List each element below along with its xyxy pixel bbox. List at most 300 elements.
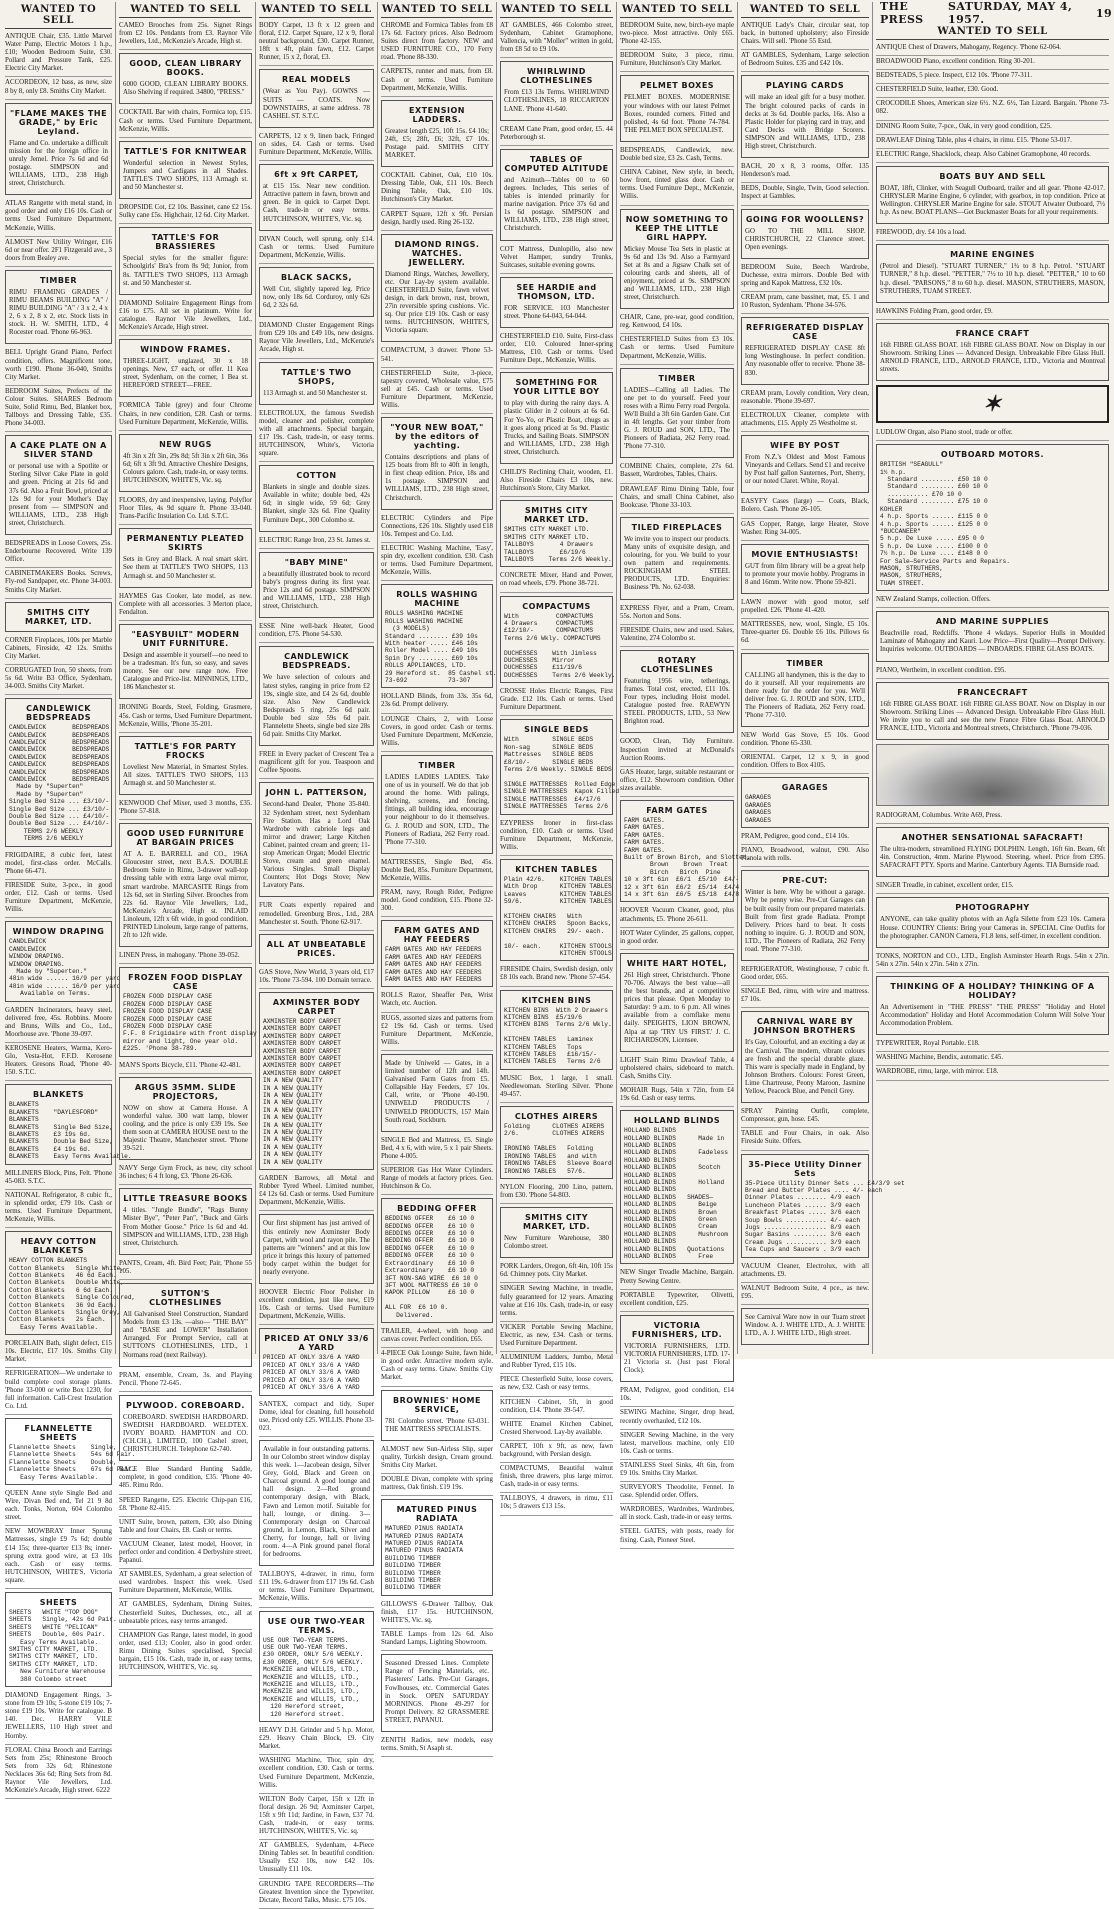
display-ad-heading: COMPACTUMS bbox=[522, 601, 591, 611]
display-ad-list: SHEETS WHITE "TOP DOG" SHEETS Single, 42s 6d Pair. SHEETS WHITE "PELICAN" SHEETS Double, 60s Pair. Easy Terms Available. SMITHS CITY MARKET, LTD. SMITHS CITY MARKET, LTD. SMITHS CITY MARKET, LTD. New Furniture Warehouse 380 Colombo street bbox=[9, 1609, 117, 1683]
display-ad-body: RIMU FRAMING GRADES / RIMU BEAMS BUILDING "A" / RIMU BUILDING "A" / 3 x 2, 4 x 2, 6 x 2, 8 x 2, etc. Stock lists in stock. H. W. SMITH, LTD., 4 Rocester road. 'Phone 66-963. bbox=[9, 288, 108, 337]
display-ad bbox=[119, 1395, 252, 1461]
classified-ad: BROADWOOD Piano, excellent condition. Ring 30-201. bbox=[876, 56, 1109, 70]
classified-ad: SINGER Sewing Machine, in treadle, fully guaranteed for 12 years. Amazing value at £16 10s. Cash, trade-in, or easy terms. bbox=[500, 1283, 613, 1321]
classified-ad: CROSSE Holes Electric Ranges, First Grade. £12 10s. Cash or terms. Used Furniture Department. bbox=[500, 686, 613, 716]
display-ad-heading: JOHN L. PATTERSON, bbox=[265, 788, 368, 798]
classified-ad: BEDROOM Suites, Prefects of the Colour Suites. SHARES Bedroom Suite, Solid Rimu, Bed, Blanket box, Tallboys and Dressing Table, £35. Phone 34-003. bbox=[5, 386, 112, 432]
classified-ad: DIAMOND Solitaire Engagement Rings from £16 to £75. All set in platinum. Write for catalogue. Raynor Vile Jewellers, Ltd., McKenzie's Arcade, High street. bbox=[119, 298, 252, 336]
display-ad-heading: BEDDING OFFER bbox=[397, 1204, 477, 1214]
classified-ad: DRAWLEAF Rimu Dining Table, four Chairs, and small China Cabinet, also Bookcase. 'Phone 33-103. bbox=[620, 484, 734, 514]
display-ad bbox=[119, 1283, 252, 1367]
display-ad bbox=[741, 870, 869, 961]
classified-ad: REFRIGERATOR, Westinghouse, 7 cubic ft. Good order, £65. bbox=[741, 964, 869, 986]
display-ad bbox=[381, 1054, 493, 1132]
display-ad-body: FOR SERVICE. 103 Manchester street. 'Phone 64-043, 64-044. bbox=[504, 304, 609, 320]
classified-ad: MILLINERS Block, Pins, Felt. 'Phone 45-083. S.T.C. bbox=[5, 1168, 112, 1190]
display-ad bbox=[876, 244, 1109, 302]
display-ad-heading: DIAMOND RINGS. WATCHES. JEWELLERY. bbox=[394, 239, 480, 267]
masthead-date: SATURDAY, MAY 4, 1957. bbox=[948, 0, 1073, 26]
classified-ad: IRONING Boards, Steel, Folding, Grasmere, 45s. Cash or terms, Used Furniture Department, McKenzie, Willis, 'Phone 35-201. bbox=[119, 702, 252, 732]
display-ad-body: ANYONE, can take quality photos with an Agfa Silette from £23 10s. Camera House. COUNTRY Clients: Bring your Cameras in. SPECIAL Cine Outfits for the photographer. CANON Camera, F1.8 lens, self-timer, in excellent condition. bbox=[880, 916, 1105, 940]
display-ad-heading: KITCHEN TABLES bbox=[515, 864, 598, 874]
display-ad-body: We have selection of colours and latest styles, ranging in price from £2 19s, single size, and £4 2s 6d, double size. Also New Candlewick Bedspreads 5 ring, 25s 6d pair. Double bed size 59s 6d pair. Flannelette Sheets, single bed size 28s 6d pair. Smiths City Market. bbox=[263, 674, 370, 739]
classified-ad: BEDSPREADS, Candlewick, new. Double bed size, £3 2s. Cash, Terms. bbox=[620, 145, 734, 167]
column-heading: WANTED TO SELL bbox=[620, 2, 734, 18]
display-ad bbox=[620, 517, 734, 600]
display-ad bbox=[381, 417, 493, 510]
classified-ad: SINGER Treadle, in cabinet, excellent order, £15. bbox=[876, 880, 1109, 894]
display-ad-heading: SMITHS CITY MARKET, LTD. bbox=[24, 607, 93, 626]
classified-ad: MOHAIR Rugs, 54in x 72in, from £4 19s 6d. Cash or easy terms. bbox=[620, 1085, 734, 1107]
column-2 bbox=[116, 2, 257, 1672]
display-ad bbox=[500, 1207, 613, 1258]
classified-ad: DRAWLEAF Dining Table, plus 4 chairs, in rimu. £15. 'Phone 53-017. bbox=[876, 135, 1109, 149]
display-ad-heading: WINDOW FRAMES. bbox=[140, 345, 231, 355]
display-ad-heading: HEAVY COTTON BLANKETS bbox=[20, 1237, 97, 1256]
classified-ad: FREE in Every packet of Crescent Tea a magnificent gift for you. Teaspoon and Coffee Spoons. bbox=[259, 749, 374, 779]
display-ad bbox=[259, 69, 374, 127]
display-ad-body: Greatest length £25, 10ft 15s. £4 10s; 24ft, £5; 28ft, £6; 32ft, £7 10s. Postage paid. SMITHS CITY MARKET. bbox=[385, 127, 489, 160]
display-ad-list: Folding CLOTHES AIRERS 2/6. CLOTHES AIRERS IRONING TABLES Folding IRONING TABLES and with IRONING TABLES Sleeve Board IRONING TABLES 57/6. bbox=[504, 1123, 612, 1175]
classified-ad: ELECTROLUX Cleaner, complete with attachments, £15. Apply 25 Westholme st. bbox=[741, 410, 869, 432]
display-ad-heading: "YOUR NEW BOAT," by the editors of yachting. bbox=[390, 423, 484, 451]
display-ad-heading: SHEETS bbox=[39, 1598, 78, 1607]
display-ad-heading: FARM GATES bbox=[646, 806, 708, 815]
display-ad-body: to play with during the rainy days. A plastic Glider in 2 colours at 6s 6d. For Yo-Yo, or Plastic Boat, chugs as it goes along priced at 5s 9d. Plastic Trucks, and Sailing Boats. SIMPSON and WILLIAMS, LTD., 238 High street, Christchurch. bbox=[504, 400, 609, 456]
display-ad bbox=[259, 164, 374, 230]
display-ad-body: Seasoned Dressed Lines. Complete Range of Fencing Materials, etc. Plasterers' Laths. Pre-Cut Garages, Fowlhouses, etc. Commercial Gates in Stock. OPEN SATURDAY MORNINGS. Phone 49-297 for Prompt Delivery. 82 GRASSMERE STREET, PAPANUI. bbox=[385, 1660, 489, 1724]
display-ad bbox=[381, 755, 493, 854]
display-ad bbox=[259, 465, 374, 531]
classified-ad: BEDROOM Suite, 3 piece, rimu. Furniture, Hutchinson's City Market. bbox=[620, 50, 734, 72]
display-ad-heading: PELMET BOXES bbox=[639, 81, 715, 91]
display-ad bbox=[259, 782, 374, 897]
display-ad-heading: OUTBOARD MOTORS. bbox=[940, 450, 1045, 460]
classified-ad: FORMICA Table (grey) and four Chrome Chairs, in new condition, £28. Cash or terms. Used Furniture Department, McKenzie, Willis. bbox=[119, 400, 252, 430]
classified-ad: BEDSTEADS, 5 piece. Inspect, £12 10s. 'Phone 77-311. bbox=[876, 70, 1109, 84]
classified-ad: PRAM, Pedigree, good cond., £14 10s. bbox=[741, 831, 869, 845]
classified-ad: VICKER Portable Sewing Machine, Electric, as new, £34. Cash or terms. Used Furniture Department. bbox=[500, 1322, 613, 1352]
classified-ad: CHAMPION Gas Range, latest model, in good order, used £13; Cooler, also in good order. Rimu Dining Suites specialised, Special bargain, £15 10s. Cash, trade in, or easy terms, HUTCHINSON, WHITE'S, Vic. sq. bbox=[119, 1630, 252, 1676]
masthead-page-number: 19 bbox=[1095, 6, 1112, 20]
display-ad-list: BRITISH "SEAGULL" 1½ h.p. Standard ......... £50 10 0 Standard ......... £60 10 0 ........... £70 10 0 Standard ......... £75 10 0 KOHLER 4 h.p. Sports ...... £115 0 0 4 h.p. Sports ...... £125 0 0 "BUCCANEER" 5 h.p. De Luxe ..... £95 0 0 5 h.p. De Luxe ..... £100 0 0 7½ h.p. De Luxe .... £148 0 0 For Sale—Service Parts and Repairs. MASON, STRUTHERS, MASON, STRUTHERS, TUAM STREET. bbox=[880, 461, 1010, 587]
display-ad-heading: PRE-CUT: bbox=[782, 876, 828, 886]
classified-ad: CHAIR, Cane, pre-war, good condition, reg. Kenwood, £4 10s. bbox=[620, 312, 734, 334]
classified-ad: CONCRETE Mixer, Hand and Power, on road wheels, £79. Phone 38-721. bbox=[500, 570, 613, 592]
classified-ad: ZENITH Radios, new models, easy terms. Smith, St Asaph st. bbox=[381, 1735, 493, 1757]
display-ad-heading: GOING FOR WOOLLENS? bbox=[745, 214, 865, 224]
display-ad bbox=[5, 1592, 117, 1687]
display-ad bbox=[259, 646, 374, 746]
display-ad bbox=[259, 362, 374, 405]
classified-ad: EZYPRESS Ironer in first-class condition, £10. Cash or terms. Used Furniture Department, McKenzie, Willis. bbox=[500, 818, 613, 856]
display-ad-heading: THINKING OF A HOLIDAY? THINKING OF A HOLIDAY? bbox=[890, 981, 1095, 1000]
display-ad-heading: A CAKE PLATE ON A SILVER STAND bbox=[10, 441, 107, 460]
display-ad bbox=[119, 967, 257, 1056]
classified-ad: ELECTROLUX, the famous Swedish model, cleaner and polisher, complete with all attachments. Special bargain, £17 19s. Cash, trade-in, or easy terms. HUTCHINSON, White's, Victoria square. bbox=[259, 408, 374, 463]
classified-ad: SPEED Rangette, £25. Electric Chip-pan £16, £8. 'Phone 82-415. bbox=[119, 1495, 252, 1517]
display-ad bbox=[119, 1077, 252, 1161]
display-ad-heading: WHITE HART HOTEL, bbox=[626, 958, 728, 968]
classified-ad: CARPET, 10ft x 9ft, as new, fawn background, with Persian design. bbox=[500, 1441, 613, 1463]
display-ad bbox=[620, 368, 734, 459]
display-ad-heading: FRANCE CRAFT bbox=[955, 328, 1030, 338]
classified-ad: UNIT Suite, brown, pattern, £30; also Dining Table and four Chairs, £8. Cash or terms. bbox=[119, 1517, 252, 1539]
classified-ad: WHITE Enamel Kitchen Cabinet, Crested Sherwood. Lay-by available. bbox=[500, 1419, 613, 1441]
display-ad-heading: ARGUS 35MM. SLIDE PROJECTORS, bbox=[134, 1082, 237, 1101]
display-ad bbox=[741, 75, 869, 158]
display-ad-body: Diamond Rings, Watches, Jewellery, etc. Our Lay-by system available. CHESTERFIELD Suite, fawn velvet design, in dark brown, rust, brown, 27in reversible spring cushions. Vic. sq. Our price £19 10s. Cash or easy terms. HUTCHINSON, WHITE'S, Victoria square. bbox=[385, 270, 489, 335]
display-ad-list: ROLLS WASHING MACHINE ROLLS WASHING MACHINE (3 MODELS) Standard ........ £39 10s With heater ..... £46 10s Roller Model .... £49 10s Spin Dry ........ £69 10s ROLLS APPLIANCES, LTD. 29 Hereford st. 85 Cashel st. 73-692 73-307 bbox=[385, 610, 497, 684]
display-ad bbox=[381, 920, 493, 987]
display-ad-body: 781 Colombo street. 'Phone 63-031. THE MATTRESS SPECIALISTS. bbox=[385, 1417, 489, 1433]
display-ad bbox=[381, 1198, 493, 1323]
display-ad-list: BLANKETS BLANKETS "DAYLESFORD" BLANKETS BLANKETS Single Bed Size, BLANKETS £3 19s 6d. BLANKETS Double Bed Size, BLANKETS £4 19s 6d. BLANKETS Easy Terms Available. bbox=[9, 1101, 132, 1161]
display-ad-heading: TATTLE'S FOR BRASSIERES bbox=[151, 233, 220, 252]
display-ad bbox=[876, 682, 1109, 740]
display-ad-heading: BOATS BUY AND SELL bbox=[939, 171, 1046, 181]
classified-ad: CABINETMAKERS Books. Screws, Fly-rod Sandpaper, etc. Phone 34-003. Smiths City Market. bbox=[5, 568, 112, 598]
display-ad bbox=[259, 992, 374, 1170]
display-ad-heading: MATURED PINUS RADIATA bbox=[396, 1505, 478, 1524]
display-ad bbox=[741, 1011, 869, 1103]
classified-ad: FLOORS, dry and inexpensive, laying. Polyflor Floor Tiles, 4s 9d square ft. Phone 33-040. Trans-Pacific Insulation Co. Ltd. S.T.C. bbox=[119, 495, 252, 525]
display-ad bbox=[500, 596, 616, 684]
display-ad-heading: PLAYING CARDS bbox=[765, 81, 845, 91]
display-ad-body: a beautifully illustrated book to record baby's progress during its first year. Price 12s and 6d postage. SIMPSON and WILLIAMS, LTD., 238 High street, Christchurch. bbox=[263, 570, 370, 611]
display-ad-list: FROZEN FOOD DISPLAY CASE FROZEN FOOD DISPLAY CASE FROZEN FOOD DISPLAY CASE FROZEN FOOD DISPLAY CASE FROZEN FOOD DISPLAY CASE F.F. 8 Frigidaire with front display mirror and light, One year old. £225. 'Phone 38-789. bbox=[123, 993, 257, 1053]
classified-ad: AT GAMBLES, 466 Colombo street, Sydenham, Cabinet Gramophone, Vallencia, with "Moller" written in gold, from £8 5d to £9 10s. bbox=[500, 20, 613, 58]
display-ad bbox=[119, 53, 252, 104]
display-ad-heading: CLOTHES AIRERS bbox=[514, 1112, 599, 1122]
display-ad-body: AT A. E. BARRELL and CO., 196A Gloucester street, next B.A.S. DOUBLE Bedroom Suite in Rimu, 3-drawer wall-top dressing table with extra large oval mirror, smart wardrobe. MARCASITE Rings from 12s 6d, set in Sterling Silver. Brooches from 22s 6d. Raynor Vile Jewellers, Ltd., McKenzie's Arcade, High st. INLAID Linoleum, 12ft x 6ft wide, in good condition. PRINTED Linoleum, large range of patterns, 2ft to 12ft wide. bbox=[123, 851, 248, 940]
classified-ad: CHROME and Formica Tables from £8 17s 6d. Factory prices. Also Bedroom Suites direct from factory. NEW and USED FURNITURE CO., 170 Ferry road. 'Phone 88-330. bbox=[381, 20, 493, 66]
display-ad-body: 4ft 3in x 2ft 3in, 29s 8d; 5ft 3in x 2ft 6in, 36s 6d; 6ft x 3ft 9d. Attractive Cheshire Designs, Colours galore. Cash, trade-in, or easy terms. HUTCHINSON, WHITE'S, Vic. sq. bbox=[123, 452, 248, 484]
display-ad-body: Our first shipment has just arrived of this entirely new Axminster Body Carpet, with wool and rayon pile. The patterns are "winners" and at this low price it brings this luxury of patterned body carpet within the budget for nearly everyone. bbox=[263, 1220, 370, 1276]
display-ad-heading: PRICED AT ONLY 33/6 A YARD bbox=[264, 1334, 369, 1353]
display-ad bbox=[5, 1084, 132, 1164]
display-ad bbox=[381, 1390, 493, 1441]
display-ad bbox=[876, 976, 1109, 1035]
display-ad-heading: BLANKETS bbox=[33, 1090, 84, 1100]
classified-ad: LINEN Press, in mahogany. 'Phone 39-052. bbox=[119, 950, 252, 964]
display-ad-body: LADIES—Calling all Ladies. The one pet to do yourself. Feed your roses with a Rimu Ferry road Pergola. We'll Build a 3ft 6in Garden Gate. Cut in 4ft lengths. Get your timber from G. J. ROUD and SON, LTD., The Pioneers of Radiata, 262 Ferry road. 'Phone 77-310. bbox=[624, 386, 730, 451]
classified-ad: TALLBOYS, 4 drawers, in rimu, £11 10s; 5 drawers £13 15s. bbox=[500, 1493, 613, 1515]
classified-ad: CORNER Fireplaces, 100s per Marble Cabinets, Fireside, 42 12s. Smiths City Market. bbox=[5, 635, 112, 665]
classified-ad: TABLE Lamps from 12s 6d. Also Standard Lamps, Lighting Showroom. bbox=[381, 1629, 493, 1651]
display-ad bbox=[5, 1418, 136, 1485]
masthead-paper: THE PRESS bbox=[880, 0, 924, 26]
display-ad bbox=[500, 990, 613, 1070]
display-ad bbox=[620, 1110, 734, 1264]
display-ad-heading: TIMBER bbox=[786, 658, 824, 668]
display-ad bbox=[500, 61, 613, 120]
display-ad-body: Flame and Co. undertake a difficult mission for the foreign office in unruly Jemel. Price 7s 6d and 6d postage. SIMPSON and WILLIAMS, LTD., 238 High street, Christchurch. bbox=[9, 139, 108, 188]
display-ad-body: 113 Armagh st. and 50 Manchester st. bbox=[263, 389, 368, 397]
display-ad bbox=[620, 953, 734, 1052]
boat-photo bbox=[876, 744, 1109, 806]
classified-ad: NEW Zealand Stamps, collection. Offers. bbox=[876, 594, 1109, 608]
display-ad bbox=[741, 209, 869, 259]
display-ad-heading: "BABY MINE" bbox=[284, 557, 349, 567]
display-ad-heading: CARNIVAL WARE BY JOHNSON BROTHERS bbox=[754, 1017, 856, 1036]
display-ad-body: REFRIGERATED DISPLAY CASE 8ft long Westinghouse. In perfect condition. Any reasonable offer to receive. 'Phone 38-830. bbox=[745, 345, 865, 377]
classified-ad: HAWKINS Folding Pram, good order, £9. bbox=[876, 306, 1109, 320]
classified-ad: COT Mattress, Dunlopillo, also new Velvet Hamper, sundry Trunks, Suitcases, suitable evening gowns. bbox=[500, 244, 613, 274]
classified-ad: SURVEYOR'S Theodolite, Fennel. In case. Splendid order. Offers. bbox=[620, 1482, 734, 1504]
classified-ad: RADIOGRAM, Columbus. Write A69, Press. bbox=[876, 810, 1109, 824]
classified-ad: ORIENTAL Carpet, 12 x 9, in good condition. Offers to Box 4105. bbox=[741, 752, 869, 774]
display-ad-body: See Carnival Ware now in our Tuam street Window. A. J. WHITE LTD., A. J. WHITE LTD., A. J. WHITE LTD., High street. bbox=[745, 1313, 865, 1338]
display-ad bbox=[500, 277, 613, 328]
classified-ad: CREAM pram, Lovely condition, Very clean, reasonable. 'Phone 39-697. bbox=[741, 388, 869, 410]
classified-ad: ROLLS Razor, Sheaffer Pen, Wrist Watch, etc. Auction. bbox=[381, 990, 493, 1012]
display-ad-body: Winter is here. Why be without a garage. Why be penny wise. Pre-Cut Garages can be built easily from our prepared materials. Built from first grade Radiata. Prompt Delivery. Prices hard to beat. It costs nothing to inquire. G. J. ROUD and SON, LTD., The Pioneers of Radiata, 262 Ferry road. 'Phone 77-310. bbox=[745, 889, 865, 953]
display-ad-body: It's Gay, Colourful, and an exciting a day at the Carnival. The modern, vibrant colours are fresh and the special durable glaze. This ware is specially made in England, by Johnson Brothers. Colours: Forest Green, Lime Chartreuse, Peony Maroon, Jasmine Yellow, Peacock Blue, and Pencil Grey. bbox=[745, 1039, 865, 1096]
display-ad-heading: BROWNIES' HOME SERVICE, bbox=[393, 1395, 481, 1414]
classified-ad: PORTABLE Typewriter, Olivetti, excellent condition, £25. bbox=[620, 1290, 734, 1312]
classified-ad: HOOVER Electric Floor Polisher in excellent condition, just like new, £19 10s. Cash or terms. Used Furniture Department, McKenzie, Willis. bbox=[259, 1287, 374, 1325]
classified-ad: TYPEWRITER, Royal Portable. £18. bbox=[876, 1038, 1109, 1052]
classified-ad: CHESTERFIELD Suite, leather, £30. Good. bbox=[876, 84, 1109, 98]
display-ad-heading: PHOTOGRAPHY bbox=[955, 903, 1030, 913]
display-ad-heading: SUTTON'S CLOTHESLINES bbox=[149, 1289, 222, 1308]
classified-ad: EASYFY Cases (large) — Coats, Black, Bolero. Cash. 'Phone 26-105. bbox=[741, 496, 869, 518]
classified-ad: CARPETS, 12 x 9, linen back, Fringed on sides, £4. Cash or terms. Used Furniture Department, McKenzie, Willis. bbox=[259, 131, 374, 161]
classified-ad: NEW MOWBRAY Inner Sprung Mattresses, single £9 7s 6d; double £14 15s; three-quarter £13 8s; inner-sprung extra good wire, at £3 10s each. Cash or easy terms. HUTCHINSON, WHITE'S, Victoria square. bbox=[5, 1526, 112, 1589]
display-ad-list: HOLLAND BLINDS HOLLAND BLINDS Made in HOLLAND BLINDS HOLLAND BLINDS Fadeless HOLLAND BLINDS HOLLAND BLINDS Scotch HOLLAND BLINDS HOLLAND BLINDS Holland HOLLAND BLINDS HOLLAND BLINDS SHADES— HOLLAND BLINDS Beige HOLLAND BLINDS Brown HOLLAND BLINDS Green HOLLAND BLINDS Cream HOLLAND BLINDS Mushroom HOLLAND BLINDS HOLLAND BLINDS Quotations HOLLAND BLINDS Free bbox=[624, 1127, 728, 1261]
display-ad bbox=[259, 934, 374, 964]
column-heading: WANTED TO SELL bbox=[119, 2, 252, 18]
classified-ad: TALLBOYS, 4-drawer, in rimu, form £11 19s. 6-drawer from £17 19s 6d. Cash or terms. Used Furniture Department, McKenzie, Willis. bbox=[259, 1569, 374, 1607]
display-ad-list: KITCHEN BINS With 2 Drawers KITCHEN BINS £5/19/6 KITCHEN BINS Terms 2/6 Wkly. KITCHEN TABLES Laminex KITCHEN TABLES Tops KITCHEN TABLES £16/15/- KITCHEN TABLES Terms 2/6 bbox=[504, 1006, 612, 1066]
display-ad-heading: FROZEN FOOD DISPLAY CASE bbox=[128, 973, 243, 992]
classified-ad: NEW World Gas Stove, £5 10s. Good condition. 'Phone 65-330. bbox=[741, 730, 869, 752]
classified-ad: AT SAMBLES, Sydenham, a great selection of used wardrobes. Inspect this week. Used Furniture Department, McKenzie, Willis. bbox=[119, 1569, 252, 1599]
display-ad-list: 35-Piece Utility Dinner Sets ... £4/3/9 set Bread and Butter Plates .... 4/- each Dinner Plates ........ 4/9 each Luncheon Plates ...... 3/9 each Breakfast Plates ..... 3/6 each Soup Bowls ........... 4/- each Jugs ................. 8/9 each Sugar Basins ......... 3/6 each Cream Jugs ........... 3/9 each Tea Cups and Saucers . 3/9 each bbox=[745, 1179, 905, 1254]
display-ad bbox=[381, 1654, 493, 1732]
display-ad bbox=[119, 528, 252, 587]
classified-ad: WILTON Body Carpet, 15ft x 12ft in floral design. 26 9d; Axminster Carpet, 15ft x 9ft 11d; Jardine, in Fawn, £37 7d. Cash, trade-in, or easy terms. HUTCHINSON, WHITE'S, Vic. sq. bbox=[259, 1794, 374, 1840]
display-ad bbox=[620, 209, 734, 310]
display-ad bbox=[5, 435, 112, 535]
display-ad-heading: SINGLE BEDS bbox=[524, 725, 589, 735]
classified-ad: PIANO, Wertheim, in excellent condition. £95. bbox=[876, 665, 1109, 679]
display-ad bbox=[5, 270, 112, 345]
classified-ad: WASHING Machine, Thor, spin dry, excellent condition, £30. Cash or terms. Used Furniture Department, McKenzie, Willis. bbox=[259, 1755, 374, 1793]
display-ad-heading: TILED FIREPLACES bbox=[631, 522, 723, 532]
display-ad-list: CANDLEWICK CANDLEWICK WINDOW DRAPING. WINDOW DRAPING. Made by "Superten." 48in wide ...... 16/9 per yard 48in wide ...... 16/9 per yard Available on Terms. bbox=[9, 938, 121, 998]
display-ad-body: Well Cut, slightly tapered leg. Price now, only 18s 6d. Corduroy, only 62s 6d, 2 32s 6d. bbox=[263, 285, 370, 310]
display-ad bbox=[876, 323, 1109, 381]
display-ad-body: An Advertisement in "THE PRESS" "THE PRESS" "Holiday and Hotel Accommodation" Holiday and Hotel Accommodation Column Will Solve Your Accommodation Problem. bbox=[880, 1003, 1105, 1028]
display-ad-body: Contains descriptions and plans of 125 boats from 8ft to 40ft in length, in first cheap edition. Price, 18s and 1s postage. SIMPSON and WILLIAMS, LTD., 238 High street, Christchurch. bbox=[385, 454, 489, 502]
display-ad bbox=[119, 141, 252, 199]
display-ad-body: All Galvanised Steel Construction, Standard Models from £3 13s. —also— "THE BAY" and "BASE and LOWER" Installation Arranged. For Prompt Service, call at SUTTON'S CLOTHESLINES, LTD., 1 Normans road (next Railway). bbox=[123, 1311, 248, 1359]
classified-ad: SUPERIOR Gas Hot Water Cylinders. Range of models at factory prices. Geo. Hutchinson & Co. bbox=[381, 1165, 493, 1195]
display-ad bbox=[259, 1440, 374, 1566]
classified-ad: AT GAMBLES, Sydenham, 4-Piece Dining Tables set. In beautiful condition. Usually £52 10s, now £42 10s. Unusually £11 10s. bbox=[259, 1840, 374, 1878]
display-ad-list: MATURED PINUS RADIATA MATURED PINUS RADIATA MATURED PINUS RADIATA MATURED PINUS RADIATA BUILDING TIMBER BUILDING TIMBER BUILDING TIMBER BUILDING TIMBER BUILDING TIMBER bbox=[385, 1525, 463, 1592]
classified-ad: ELECTRIC Cylinders and Pipe Connections, £26 10s. Slightly used £18 10s. Tempest and Co. Ltd. bbox=[381, 513, 493, 543]
display-ad bbox=[876, 444, 1109, 591]
classified-ad: DOUBLE Divan, complete with spring mattress, Oak finish. £19 19s. bbox=[381, 1474, 493, 1496]
display-ad-body: COREBOARD. SWEDISH HARDBOARD. SWEDISH HARDBOARD. WELDTEX. IVORY BOARD. HAMPTON and CO. (CH.CH.), LIMITED, 100 Cashel street, CHRISTCHURCH. Telephone 62-740. bbox=[123, 1413, 248, 1454]
classified-ad: FIRESIDE Suite, 3-pce., in good order, £12. Cash or terms. Used Furniture Department, McKenzie, Willis. bbox=[5, 880, 112, 918]
display-ad-heading: TATTLE'S FOR KNITWEAR bbox=[124, 146, 247, 156]
classified-ad: SINGLE Bed and Mattress, £5. Single Bed, 4 x 6, with wire, 5 x 1 pair Sheets. Phone 4-005. bbox=[381, 1135, 493, 1165]
classified-ad: LIGHT Stain Rimu Drawleaf Table, 4 upholstered chairs, sideboard to match. Cash, Smiths City. bbox=[620, 1055, 734, 1085]
display-ad-body: We invite you to inspect our products. Many units of exquisite design, and colouring, for you. We build to your own pattern and requirements. ROCKINGHAM STEEL PRODUCTS, LTD. Enquiries: Business 'Ph. No. 62-038. bbox=[624, 535, 730, 592]
display-ad-heading: MARINE ENGINES bbox=[950, 250, 1035, 260]
display-ad-heading: 6ft x 9ft CARPET, bbox=[274, 170, 359, 180]
display-ad bbox=[741, 435, 869, 493]
display-ad-body: Beachville road, Redcliffs. 'Phone 4 wkdays. Superior Hulls in Moulded Laminate of Mahogany and Kauri. Low Price—First Quality—Prompt Delivery. Inquiries welcome. OUTBOARDS — INBOARDS. FIBRE GLASS BOATS. bbox=[880, 630, 1105, 654]
masthead bbox=[880, 2, 1112, 24]
display-ad-heading: SMITHS CITY MARKET LTD. bbox=[524, 506, 589, 525]
classified-ad: KEROSENE Heaters, Warma, Kero-Glo, Vesta-Hot, F.F.D. Kerosene Heaters. Gresons Road, 'Phone 40-150. S.T.C. bbox=[5, 1043, 112, 1081]
display-ad-heading: ROTARY CLOTHESLINES bbox=[640, 655, 714, 674]
classified-ad: BEDROOM Suite, Beech Wardrobe, Duchesse, extra mirrors. Double Bed with spring and Kapok Mattress, £32 10s. bbox=[741, 262, 869, 292]
brand-logo-graphic: ✶ bbox=[876, 385, 1109, 423]
display-ad bbox=[5, 698, 112, 847]
display-ad-heading: TIMBER bbox=[39, 275, 78, 285]
classified-ad: GAS Stove, New World, 3 years old, £17 10s. 'Phone 73-594. 100 Domain terrace. bbox=[259, 967, 374, 989]
classified-ad: GARDEN Barrows, all Metal and Rubber Tyred Wheel. Limited number, £4 12s 6d. Cash or terms. Used Furniture Department, McKenzie, Willis. bbox=[259, 1173, 374, 1211]
display-ad-body: NOW on show at Camera House. A wonderful value. 300 watt lamp, blower cooling, and the price is only £39 19s. See them soon at CAMERA HOUSE next to the Majestic Theatre, Manchester street. 'Phone 39-521. bbox=[123, 1104, 248, 1153]
display-ad-list: CANDLEWICK BEDSPREADS CANDLEWICK BEDSPREADS CANDLEWICK BEDSPREADS CANDLEWICK BEDSPREADS CANDLEWICK BEDSPREADS CANDLEWICK BEDSPREADS CANDLEWICK BEDSPREADS CANDLEWICK BEDSPREADS Made by "Superten" Made by "Superten" Single Bed Size ... £3/10/- Single Bed Size ... £3/10/- Double Bed Size ... £4/10/- Double Bed Size ... £4/10/- TERMS 2/6 WEEKLY TERMS 2/6 WEEKLY bbox=[9, 724, 110, 843]
classified-ad: CORRUGATED Iron, 50 sheets, from 5s 6d. Write B3 Office, Sydenham, 34-003. Smiths City Market. bbox=[5, 665, 112, 695]
display-ad-body: at £15 15s. Near new condition. Attractive pattern in fawn, brown and green. Be in quick to Carpet Dept. Cash, trade-in or easy terms. HUTCHINSON, WHITE'S, Vic. sq. bbox=[263, 183, 370, 223]
display-ad-body: From £13 13s Terms. WHIRLWIND CLOTHESLINES, 18 RICCARTON LANE. 'Phone 41-640. bbox=[504, 89, 609, 113]
display-ad-body: VICTORIA FURNISHERS, LTD. VICTORIA FURNISHERS, LTD. 17-21 Victoria st. (Just past Floral Clock). bbox=[624, 1342, 730, 1375]
display-ad-body: Design and assemble it yourself—no need to be a tradesman. It's fun, so easy, and saves money. See our new range now. Free Catalogue and Price-list. MINNINGS, LTD., 186 Manchester st. bbox=[123, 651, 248, 692]
display-ad-heading: COTTON bbox=[296, 471, 337, 481]
classified-ad: GAS Copper, Range, large Heater, Stove Washer. Ring 34-005. bbox=[741, 519, 869, 541]
classified-ad: CHESTERFIELD £10. Suite, First-class order, £10. Coloured Inner-spring Mattress, £10. Cash or terms. Used Furniture Dept., McKenzie, Willis. bbox=[500, 331, 613, 369]
display-ad bbox=[119, 823, 252, 947]
display-ad-body: 4 titles. "Jungle Bundle", "Rags Bunny Mister Bye", "Peter Pan", "Buck and Girls From Mother Goose." Price 1s 6d and 4d. SIMPSON and WILLIAMS, LTD., 238 High street, Christchurch. bbox=[123, 1207, 248, 1247]
display-ad bbox=[500, 1106, 613, 1179]
classified-ad: COCKTAIL Bar with chairs, Formica top, £15. Cash or terms. Used Furniture Department, McKenzie, Willis. bbox=[119, 107, 252, 137]
classified-ad: 4-PIECE Oak Lounge Suite, fawn hide, in good order. Attractive modern style. Cash or easy terms. Gnaw. Smiths City Market. bbox=[381, 1348, 493, 1386]
display-ad-body: Featuring 1956 wire, tetherings, frames. Total cost, erected, £11 10s. Four types, including Hoist model. Catalogue posted free. RAEWYN STEEL PRODUCTS, LTD., 53 New Brighton road. bbox=[624, 677, 730, 726]
classified-ad: FLORAL China Brooch and Earrings Sets from 25s; Rhinestone Brooch Sets from 32s 6d; Rhinestone Necklaces 36s 6d; Ring Sets from 8d. Raynor Vile Jewellers, Ltd. McKenzie's Arcade, High street. 6222 bbox=[5, 1745, 112, 1800]
display-ad bbox=[119, 339, 252, 397]
display-ad-heading: NOW SOMETHING TO KEEP THE LITTLE GIRL HAPPY. bbox=[625, 214, 729, 242]
display-ad-heading: FLANNELETTE SHEETS bbox=[24, 1423, 93, 1442]
classified-ad: PIANO, Broadwood, walnut, £90. Also Pianola with rolls. bbox=[741, 845, 869, 867]
column-5 bbox=[497, 2, 620, 1511]
classified-ad: CHINA Cabinet, New style, in beech, bow front, tinted glass door. Cash or terms. Used Furniture Dept., McKenzie, Willis. bbox=[620, 167, 734, 205]
display-ad-heading: FRANCECRAFT bbox=[957, 687, 1028, 697]
classified-ad: WASHING Machine, Bendix, automatic. £45. bbox=[876, 1052, 1109, 1066]
classified-ad: CROCODILE Shoes, American size 6½. N.Z. 6½, Tan Lizard. Bargain. 'Phone 73-082. bbox=[876, 98, 1109, 120]
classified-ad: CREAM Cane Pram, good order, £5. 44 Peterborough st. bbox=[500, 124, 613, 146]
classified-ad: DIAMOND Cluster Engagement Rings from £29 10s and £49 10s, new designs. Raynor Vile Jewellers, Ltd., McKenzie's Arcade, High st. bbox=[259, 320, 374, 358]
classified-ad: ALMOST New Utility Wringer, £16 6d or near offer. 2F1 Fitzgerald ave., 3 doors from Bealey ave. bbox=[5, 237, 112, 267]
display-ad bbox=[119, 227, 252, 294]
classified-ad: REFRIGERATION—We undertake to build complete cool storage plants. 'Phone 33-000 or write Box 1230, for full information. Call-Crest Insulation Co. Ltd. bbox=[5, 1368, 112, 1414]
display-ad-body: GO TO THE MILL SHOP. CHRISTCHURCH, 22 Clarence street. Open evenings. bbox=[745, 227, 865, 251]
display-ad-heading: REFRIGERATED DISPLAY CASE bbox=[746, 323, 864, 342]
classified-ad: NYLON Flooring, 200 Lino, pattern, from £30. 'Phone 54-803. bbox=[500, 1182, 613, 1204]
display-ad-heading: BLACK SACKS, bbox=[280, 272, 353, 282]
classified-ad: NAVY Serge Gym Frock, as new, city school 36 inches; 6 4 ft long, £3. 'Phone 26-636. bbox=[119, 1163, 252, 1185]
display-ad bbox=[119, 624, 252, 699]
display-ad-heading: LITTLE TREASURE BOOKS bbox=[123, 1194, 248, 1204]
classified-ad: GAS Heater, large, suitable restaurant or office, £12. Showroom condition. Other sizes available. bbox=[620, 767, 734, 797]
display-ad-list: USE OUR TWO-YEAR TERMS. USE OUR TWO-YEAR TERMS. £30 ORDER, ONLY 5/6 WEEKLY. £30 ORDER, ONLY 5/6 WEEKLY. McKENZIE and WILLIS, LTD., McKENZIE and WILLIS, LTD., McKENZIE and WILLIS, LTD., McKENZIE and WILLIS, LTD., McKENZIE and WILLIS, LTD., 120 Hereford street, 120 Hereford street. bbox=[263, 1636, 364, 1718]
classified-ad: COMPACTUMS, Beautiful walnut finish, three drawers, plus large mirror. Cash, trade-in or easy terms. bbox=[500, 1463, 613, 1493]
classified-ad: FUR Coats expertly repaired and remodelled. Greenburg Bros., Ltd., 28A Manchester st. South. 'Phone 62-917. bbox=[259, 900, 374, 930]
column-4 bbox=[378, 2, 497, 1753]
classified-ad: FIREWOOD, dry. £4 10s a load. bbox=[876, 227, 1109, 241]
classified-ad: FIRESIDE Chairs, Swedish design, only £8 10s each. Brand new. 'Phone 57-454. bbox=[500, 964, 613, 986]
classified-ad: ELECTRIC Range Iron, 23 St. James st. bbox=[259, 535, 374, 549]
classified-ad: CHESTERFIELD Suite, 3-piece, tapestry covered, Wholesale value, £75 sell at £45. Cash or terms. Used Furniture Department, McKenzie, Willis. bbox=[381, 368, 493, 414]
classified-ad: HOLLAND Blinds, from 33s. 35s 6d, 23s 6d. Prompt delivery. bbox=[381, 691, 493, 713]
display-ad-heading: PERMANENTLY PLEATED SKIRTS bbox=[126, 534, 245, 553]
classified-ad: CHESTERFIELD Suites from £3 10s. Cash or terms. Used Furniture Department, McKenzie, Willis. bbox=[620, 334, 734, 364]
classified-ad: ANTIQUE Chair, £35. Little Marvel Water Pump, Electric Motors 1 h.p., £10; Wooden Bedroom Suite, £30. Pollard and Pressure Tank, £25. Electric City Market. bbox=[5, 31, 112, 77]
classified-ad: LUDLOW Organ, also Piano stool, trade or offer. bbox=[876, 427, 1109, 441]
display-ad-body: Wonderful selection in Newest Styles, Jumpers and Cardigans in all Shades. TATTLE'S TWO SHOPS, 113 Armagh st. and 50 Manchester st. bbox=[123, 159, 248, 192]
classified-ad: HAYMES Gas Cooker, late model, as new. Complete with all accessories. 3 Merton place, Fendalton. bbox=[119, 591, 252, 621]
classified-ad: DINING Room Suite, 7-pce., Oak, in very good condition, £25. bbox=[876, 121, 1109, 135]
classified-ad: NATIONAL Refrigerator, 8 cubic ft., in splendid order, £79 10s. Cash or terms. Used Furniture Department, McKenzie, Willis. bbox=[5, 1190, 112, 1228]
display-ad-body: The ultra-modern, streamlined FLYING DOLPHIN. Length, 16ft 6in. Beam, 6ft 4in. Construction, 4mm. Marine Plywood. Steering, wheel. Price from £395. SAFACRAFT PTY. Sports and Marine. Canterbury Agents. TIA Burnside road. bbox=[880, 846, 1105, 870]
classified-ad: CHILD'S Reclining Chair, wooden, £1. Also Fireside Chairs £3 10s, new. Hutchinson's Store, City Market. bbox=[500, 467, 613, 497]
display-ad-heading: FARM GATES AND HAY FEEDERS bbox=[394, 926, 480, 945]
display-ad-heading: SMITHS CITY MARKET, LTD. bbox=[522, 1213, 591, 1232]
display-ad bbox=[5, 602, 112, 632]
display-ad-heading: WINDOW DRAPING bbox=[12, 927, 105, 937]
classified-ad: AT GAMBLES, Sydenham, Large selection of Bedroom Suites. £35 and £42 10s. bbox=[741, 50, 869, 72]
display-ad-heading: TIMBER bbox=[418, 760, 456, 770]
classified-ad: RACE Blue Standard Hunting Saddle, complete, in good condition, £35. 'Phone 40-485. Rimu Rdo. bbox=[119, 1464, 252, 1494]
column-6 bbox=[617, 2, 751, 1544]
classified-ad: PANTS, Cream, 4ft. Bird Feet; Pair, 'Phone 55 105. bbox=[119, 1258, 252, 1280]
display-ad-heading: ALL AT UNBEATABLE PRICES. bbox=[266, 939, 367, 958]
display-ad-list: With SINGLE BEDS Non-sag SINGLE BEDS Mattresses SINGLE BEDS £8/10/- SINGLE BEDS Terms 2/6 Weekly. SINGLE BEDS SINGLE MATTRESSES Rolled Edge SINGLE MATTRESSES Kapok Filled SINGLE MATTRESSES £4/17/6 SINGLE MATTRESSES Terms 2/6 bbox=[504, 736, 620, 811]
display-ad bbox=[5, 921, 121, 1001]
classified-ad: HEAVY D.H. Grinder and 5 h.p. Motor, £29. Heavy Chain Block, £9. City Market. bbox=[259, 1725, 374, 1755]
classified-ad: ACCORDEON, 12 bass, as new, size 8 by 8, only £8. Smiths City Market. bbox=[5, 77, 112, 99]
classified-ad: MATTRESSES, Single Bed, 45s. Double Bed, 85s. Furniture Department, McKenzie, Willis. bbox=[381, 857, 493, 887]
classified-ad: STEEL GATES, with posts, ready for fixing. Cash, Pioneer Steel. bbox=[620, 1526, 734, 1548]
display-ad-list: SMITHS CITY MARKET LTD. SMITHS CITY MARKET LTD. TALLBOYS 4 Drawers TALLBOYS £6/19/6 TALLBOYS Terms 2/6 Weekly. bbox=[504, 526, 612, 563]
classified-ad: MATTRESSES, new, wool, Single, £5 10s. Three-quarter £6. Double £6 10s. Pillows 6s 6d. bbox=[741, 619, 869, 649]
classified-ad: DIAMOND Engagement Rings, 3-stone from £9 10s; 5-stone £19 10s; 7-stone £19 10s. Write for catalogue. B 140. Dec. HARRY VILE JEWELLERS, 110 High street and Hornby. bbox=[5, 1690, 112, 1745]
classified-ad: SINGLE Bed, rimu, with wire and mattress. £7 10s. bbox=[741, 986, 869, 1008]
classified-ad: FRIGIDAIRE, 8 cubic feet, latest model, first-class order. McCalls. 'Phone 66-471. bbox=[5, 850, 112, 880]
display-ad bbox=[259, 1611, 374, 1722]
classified-ad: CAMEO Brooches from 25s. Signet Rings from £2 10s. Pendants from £3. Raynor Vile Jewellers, Ltd., McKenzie's Arcade, High st. bbox=[119, 20, 252, 50]
display-ad-body: 6000 GOOD, CLEAN LIBRARY BOOKS. Also Shelving if required. 34800, "PRESS." bbox=[123, 81, 248, 97]
display-ad-body: New Furniture Warehouse, 380 Colombo street. bbox=[504, 1235, 609, 1251]
classified-ad: PORK Larders, Oregon, 6ft 4in, 10ft 15s 6d. Chimney pots. City Market. bbox=[500, 1261, 613, 1283]
classified-ad: ATLAS Rangette with metal stand, in good order and only £16 10s. Cash or terms Used Furniture Department, McKenzie, Willis. bbox=[5, 198, 112, 236]
display-ad-heading: AND MARINE SUPPLIES bbox=[935, 617, 1050, 627]
display-ad-body: BOAT, 18ft, Clinker, with Seagull Outboard, trailer and all gear. 'Phone 42-017. CHRYSLER Marine Engine, 6 cylinder, with gearbox, in top condition. Price at Wellington. CHRYSLER Marine Engine for sale. STOUT Atwater Outboard, 7½ h.p. As new. BOAT PLANS—Get Buckmaster Boats for all your requirements. bbox=[880, 184, 1105, 217]
display-ad-heading: USE OUR TWO-YEAR TERMS. bbox=[267, 1616, 366, 1635]
classified-ad: CARPET Square, 12ft x 9ft. Persian design, hardly used. Ring 26-132. bbox=[381, 209, 493, 231]
display-ad-heading: REAL MODELS bbox=[282, 75, 351, 85]
display-ad-body: (Wear as You Pay). GOWNS — SUITS — COATS. Now DOWNSTAIRS, at same address. 78 CASHEL ST. S.T.C. bbox=[263, 88, 370, 120]
display-ad-body: Blankets in single and double sizes. Available in white; double bed, 42s 6d; in single wide, 59 6d; Grey Blanket, single 32s 6d. Fine Quality Furniture Dept., 300 Colombo st. bbox=[263, 484, 370, 524]
